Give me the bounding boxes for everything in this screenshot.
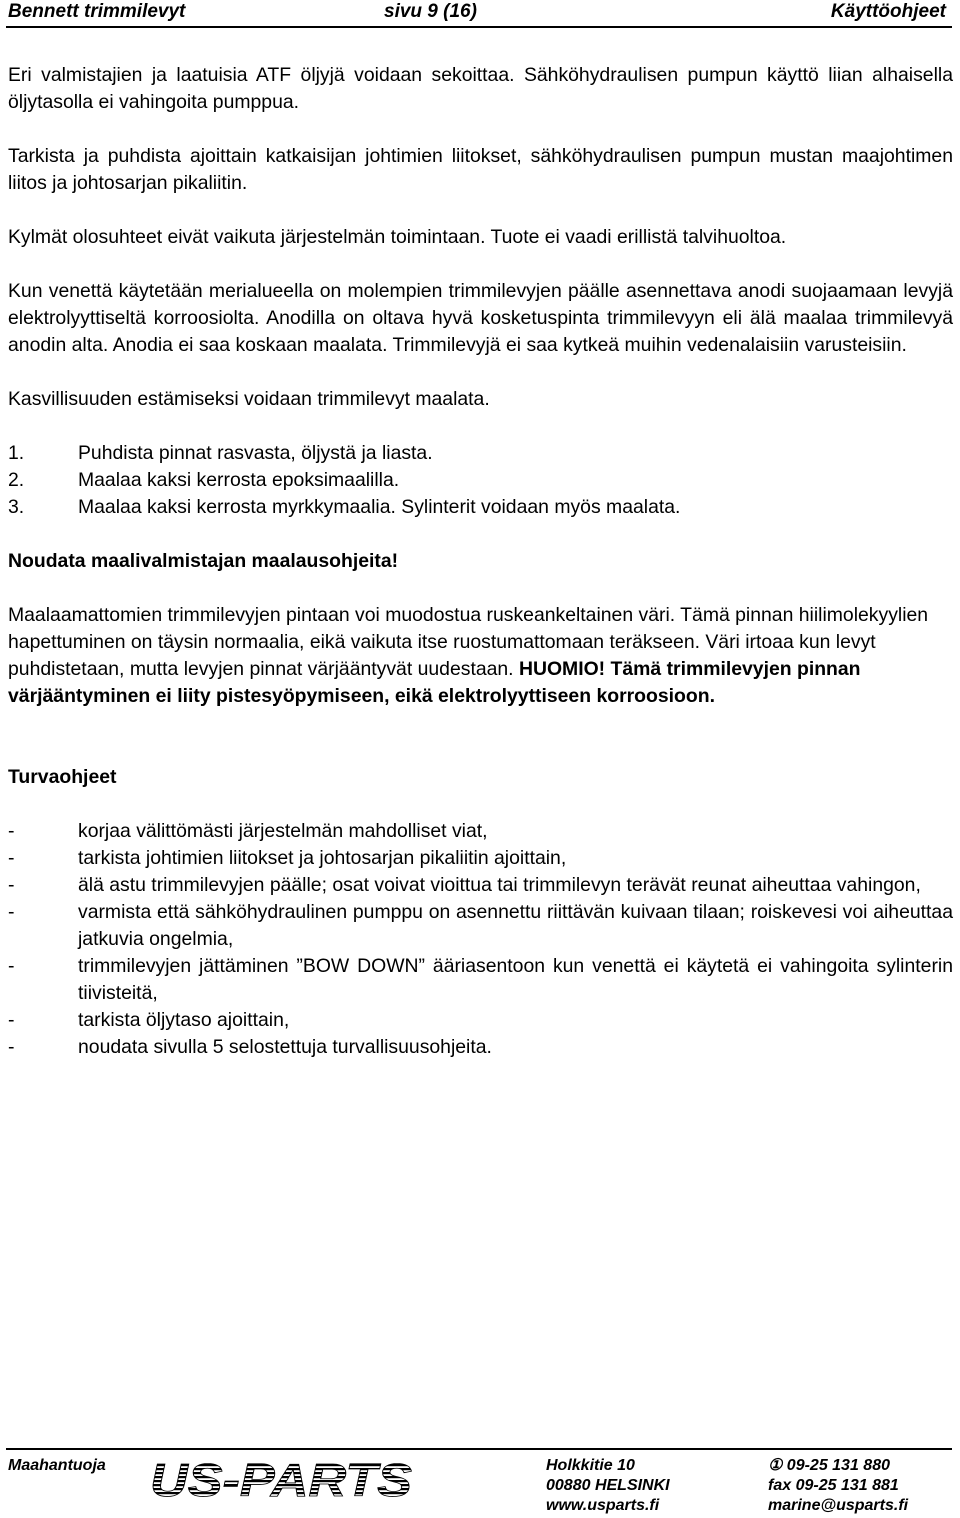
warning-label: HUOMIO! (518, 658, 606, 680)
paragraph-cold-conditions: Kylmät olosuhteet eivät vaikuta järjestelmän toimintaan. Tuote ei vaadi erillistä talvihuoltoa. (8, 226, 787, 248)
safety-item-text: tarkista johtimien liitokset ja johtosarjan pikaliitin ajoittain, (78, 847, 567, 869)
page-header (6, 0, 952, 28)
street-address: Holkkitie 10 (546, 1457, 635, 1474)
step-number: 2. (8, 469, 25, 491)
paragraph-painting-intro: Kasvillisuuden estämiseksi voidaan trimmilevyt maalata. (8, 388, 490, 410)
address-block (546, 1456, 670, 1516)
step-text: Puhdista pinnat rasvasta, öljystä ja liasta. (78, 442, 433, 464)
city: 00880 HELSINKI (546, 1477, 670, 1494)
paragraph-anode: Kun venettä käytetään merialueella on molempien trimmilevyjen päälle asennettava anodi suojaamaan levyjä elektrolyyttiseltä korroosiolta. Anodilla on oltava hyvä kosketuspinta trimmilevyyn eli älä maalaa trimmilevyä anodin alta. Anodia ei saa koskaan maalata. Trimmilevyjä ei saa kytkeä muihin vedenalaisiin varusteisiin. (8, 280, 953, 356)
contact-block (768, 1456, 908, 1516)
website-link[interactable]: www.usparts.fi (546, 1497, 660, 1514)
list-item (8, 440, 953, 467)
importer-label: Maahantuoja (8, 1457, 106, 1474)
safety-item-text: korjaa välittömästi järjestelmän mahdolliset viat, (78, 820, 488, 842)
list-item: - korjaa välittömästi järjestelmän mahdolliset viat, (8, 818, 953, 845)
paragraph-inspect-connections: Tarkista ja puhdista ajoittain katkaisijan johtimien liitokset, sähköhydraulisen pumpun mustan maajohtimen liitos ja johtosarjan pikaliitin. (8, 145, 953, 194)
email-link[interactable]: marine@usparts.fi (768, 1497, 909, 1514)
safety-heading: Turvaohjeet (8, 766, 117, 788)
list-item: - tarkista öljytaso ajoittain, (8, 1007, 953, 1034)
paint-notice: Noudata maalivalmistajan maalausohjeita! (8, 550, 399, 572)
list-item: - varmista että sähköhydraulinen pumppu on asennettu riittävän kuivaan tilaan; roiskevesi voi aiheuttaa jatkuvia ongelmia, (8, 899, 953, 953)
discoloration-text: Maalaamattomien trimmilevyjen pintaan voi muodostua ruskeankeltainen väri. Tämä pinnan hiilimolekyylien hapettuminen on täysin normaalia, eikä vaikuta itse ruostumattomaan teräkseen. Väri irtoaa kun levyt puhdistetaan, mutta levyjen pinnat värjääntyvät uudestaan. (8, 604, 929, 680)
painting-steps-list (8, 440, 953, 521)
header-product-title: Bennett trimmilevyt (8, 1, 186, 22)
header-section-title: Käyttöohjeet (830, 1, 946, 22)
safety-item-text: varmista että sähköhydraulinen pumppu on asennettu riittävän kuivaan tilaan; roiskevesi voi aiheuttaa jatkuvia ongelmia, (78, 901, 953, 950)
paragraph-discoloration (8, 602, 953, 710)
phone-number: ① 09-25 131 880 (768, 1457, 890, 1474)
step-text: Maalaa kaksi kerrosta myrkkymaalia. Sylinterit voidaan myös maalata. (78, 496, 681, 518)
page-content (8, 62, 953, 1061)
page-footer (6, 1448, 952, 1518)
list-item: - noudata sivulla 5 selostettuja turvallisuusohjeita. (8, 1034, 953, 1061)
list-item: - älä astu trimmilevyjen päälle; osat voivat vioittua tai trimmilevyn terävät reunat aiheuttaa vahingon, (8, 872, 953, 899)
safety-item-text: tarkista öljytaso ajoittain, (78, 1009, 290, 1031)
list-item (8, 467, 953, 494)
fax-number: fax 09-25 131 881 (768, 1477, 899, 1494)
step-number: 3. (8, 496, 25, 518)
safety-item-text: noudata sivulla 5 selostettuja turvallisuusohjeita. (78, 1036, 492, 1058)
logo-text: US-PARTS (150, 1456, 413, 1502)
safety-item-text: älä astu trimmilevyjen päälle; osat voivat vioittua tai trimmilevyn terävät reunat aiheuttaa vahingon, (78, 874, 921, 896)
paragraph-atf-oil: Eri valmistajien ja laatuisia ATF öljyjä voidaan sekoittaa. Sähköhydraulisen pumpun käyttö liian alhaisella öljytasolla ei vahingoita pumppua. (8, 64, 953, 113)
header-page-number: sivu 9 (16) (384, 1, 477, 22)
step-number: 1. (8, 442, 25, 464)
step-text: Maalaa kaksi kerrosta epoksimaalilla. (78, 469, 400, 491)
list-item: - trimmilevyjen jättäminen ”BOW DOWN” ääriasentoon kun venettä ei käytetä ei vahingoita sylinterin tiivisteitä, (8, 953, 953, 1007)
us-parts-logo (146, 1456, 416, 1502)
list-item (8, 494, 953, 521)
safety-list (8, 818, 953, 1061)
list-item: - tarkista johtimien liitokset ja johtosarjan pikaliitin ajoittain, (8, 845, 953, 872)
safety-item-text: trimmilevyjen jättäminen ”BOW DOWN” ääriasentoon kun venettä ei käytetä ei vahingoita sylinterin tiivisteitä, (78, 955, 953, 1004)
warning-text: Tämä trimmilevyjen pinnan värjääntyminen ei liity pistesyöpymiseen, eikä elektrolyyttiseen korroosioon. (8, 658, 861, 707)
